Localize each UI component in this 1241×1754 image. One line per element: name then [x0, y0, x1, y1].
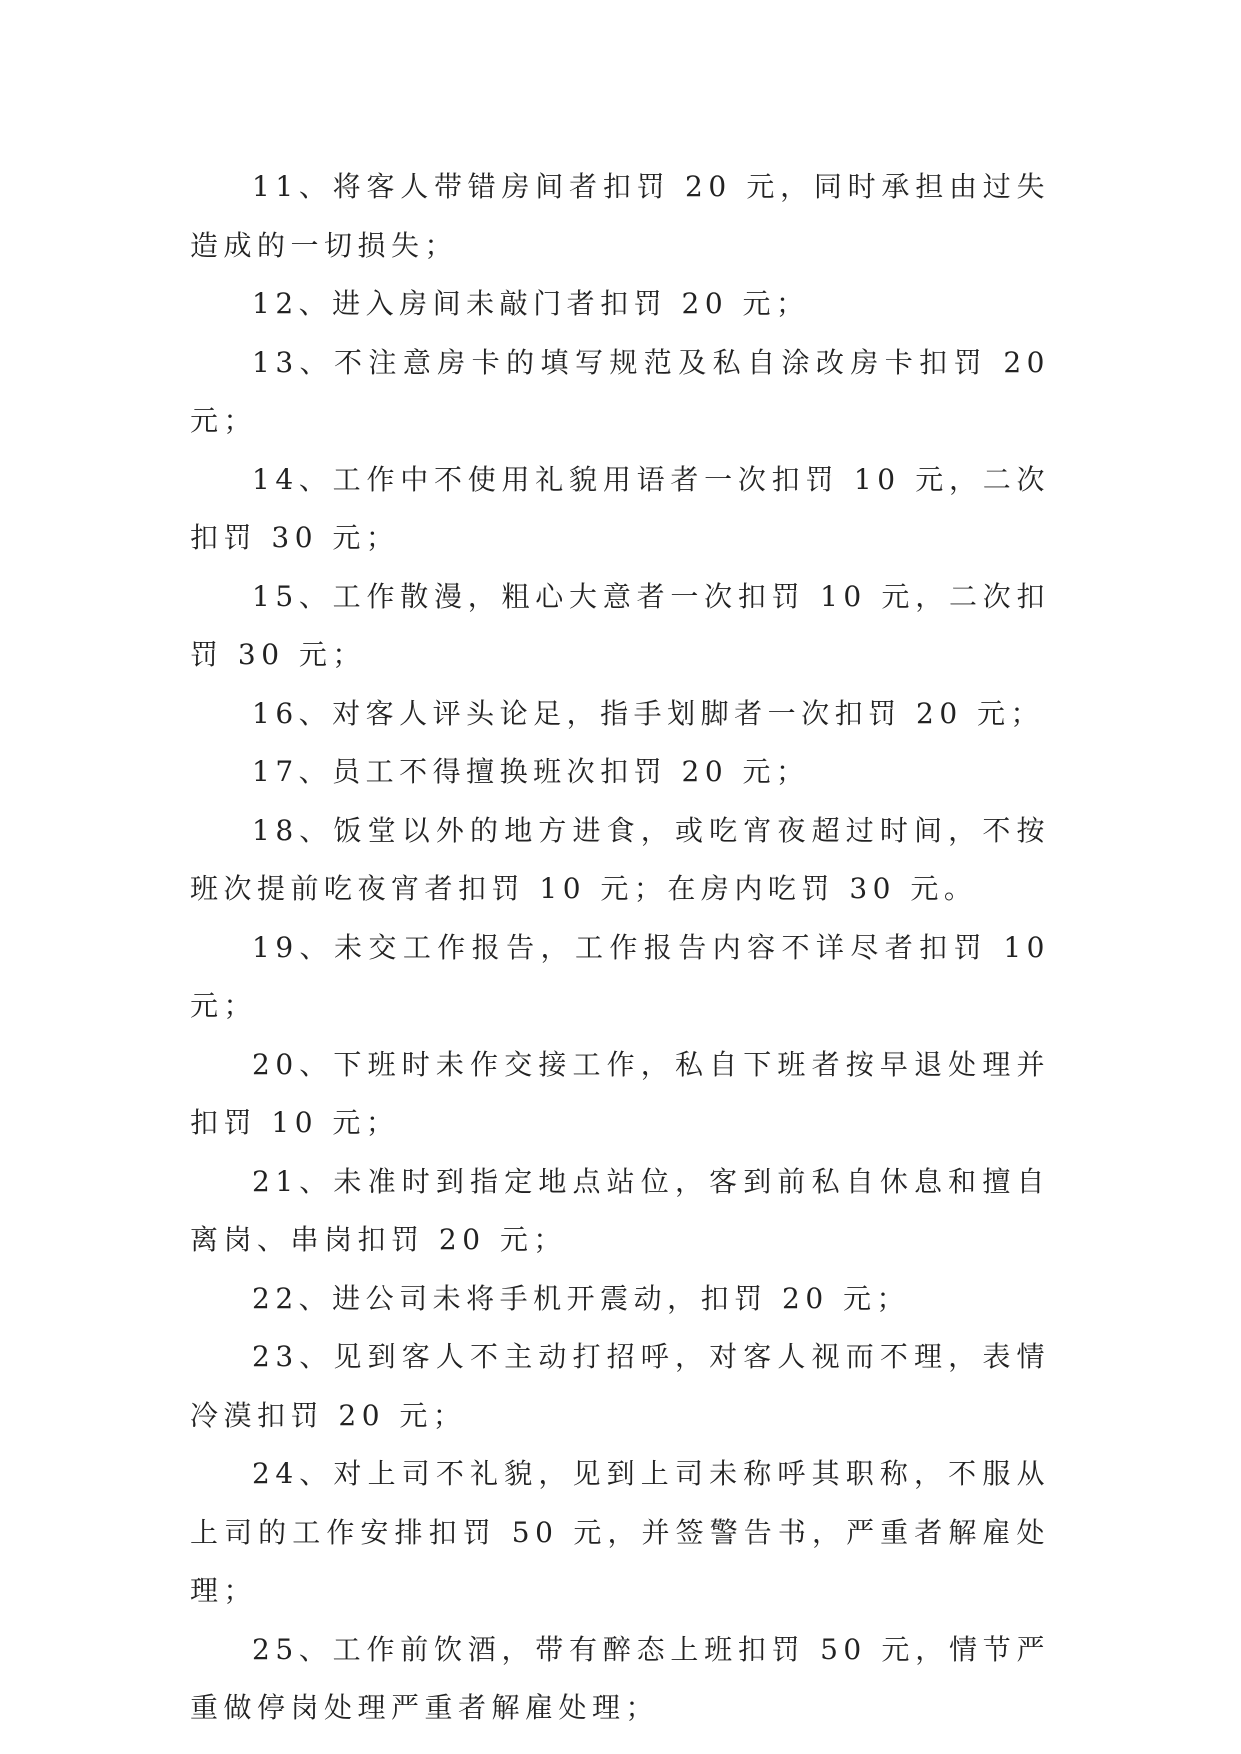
rule-item-15: 15、工作散漫，粗心大意者一次扣罚 10 元，二次扣罚 30 元； [190, 579, 1050, 671]
rule-item-13: 13、不注意房卡的填写规范及私自涂改房卡扣罚 20 元； [190, 345, 1050, 437]
rule-item-16: 16、对客人评头论足，指手划脚者一次扣罚 20 元； [252, 696, 1045, 730]
rule-item-25: 25、工作前饮酒，带有醉态上班扣罚 50 元，情节严重做停岗处理严重者解雇处理； [190, 1632, 1050, 1724]
rule-item-18: 18、饭堂以外的地方进食，或吃宵夜超过时间，不按班次提前吃夜宵者扣罚 10 元；在房内吃罚 30 元。 [190, 813, 1050, 905]
rule-item-17: 17、员工不得擅换班次扣罚 20 元； [252, 755, 810, 788]
rule-item-11: 11、将客人带错房间者扣罚 20 元，同时承担由过失造成的一切损失； [190, 170, 1050, 262]
document-body [190, 158, 1050, 1738]
rule-item-14: 14、工作中不使用礼貌用语者一次扣罚 10 元，二次扣罚 30 元； [190, 462, 1050, 554]
rule-item-19: 19、未交工作报告，工作报告内容不详尽者扣罚 10 元； [190, 930, 1050, 1022]
rule-item-20: 20、下班时未作交接工作，私自下班者按早退处理并扣罚 10 元； [190, 1047, 1050, 1139]
rule-item-24: 24、对上司不礼貌，见到上司未称呼其职称，不服从上司的工作安排扣罚 50 元，并签警告书，严重者解雇处理； [190, 1457, 1050, 1607]
rule-item-23: 23、见到客人不主动打招呼，对客人视而不理，表情冷漠扣罚 20 元； [190, 1340, 1050, 1432]
rule-item-12: 12、进入房间未敲门者扣罚 20 元； [252, 287, 810, 320]
rule-item-21: 21、未准时到指定地点站位，客到前私自休息和擅自离岗、串岗扣罚 20 元； [190, 1164, 1050, 1256]
rule-item-22: 22、进公司未将手机开震动，扣罚 20 元； [252, 1281, 911, 1315]
